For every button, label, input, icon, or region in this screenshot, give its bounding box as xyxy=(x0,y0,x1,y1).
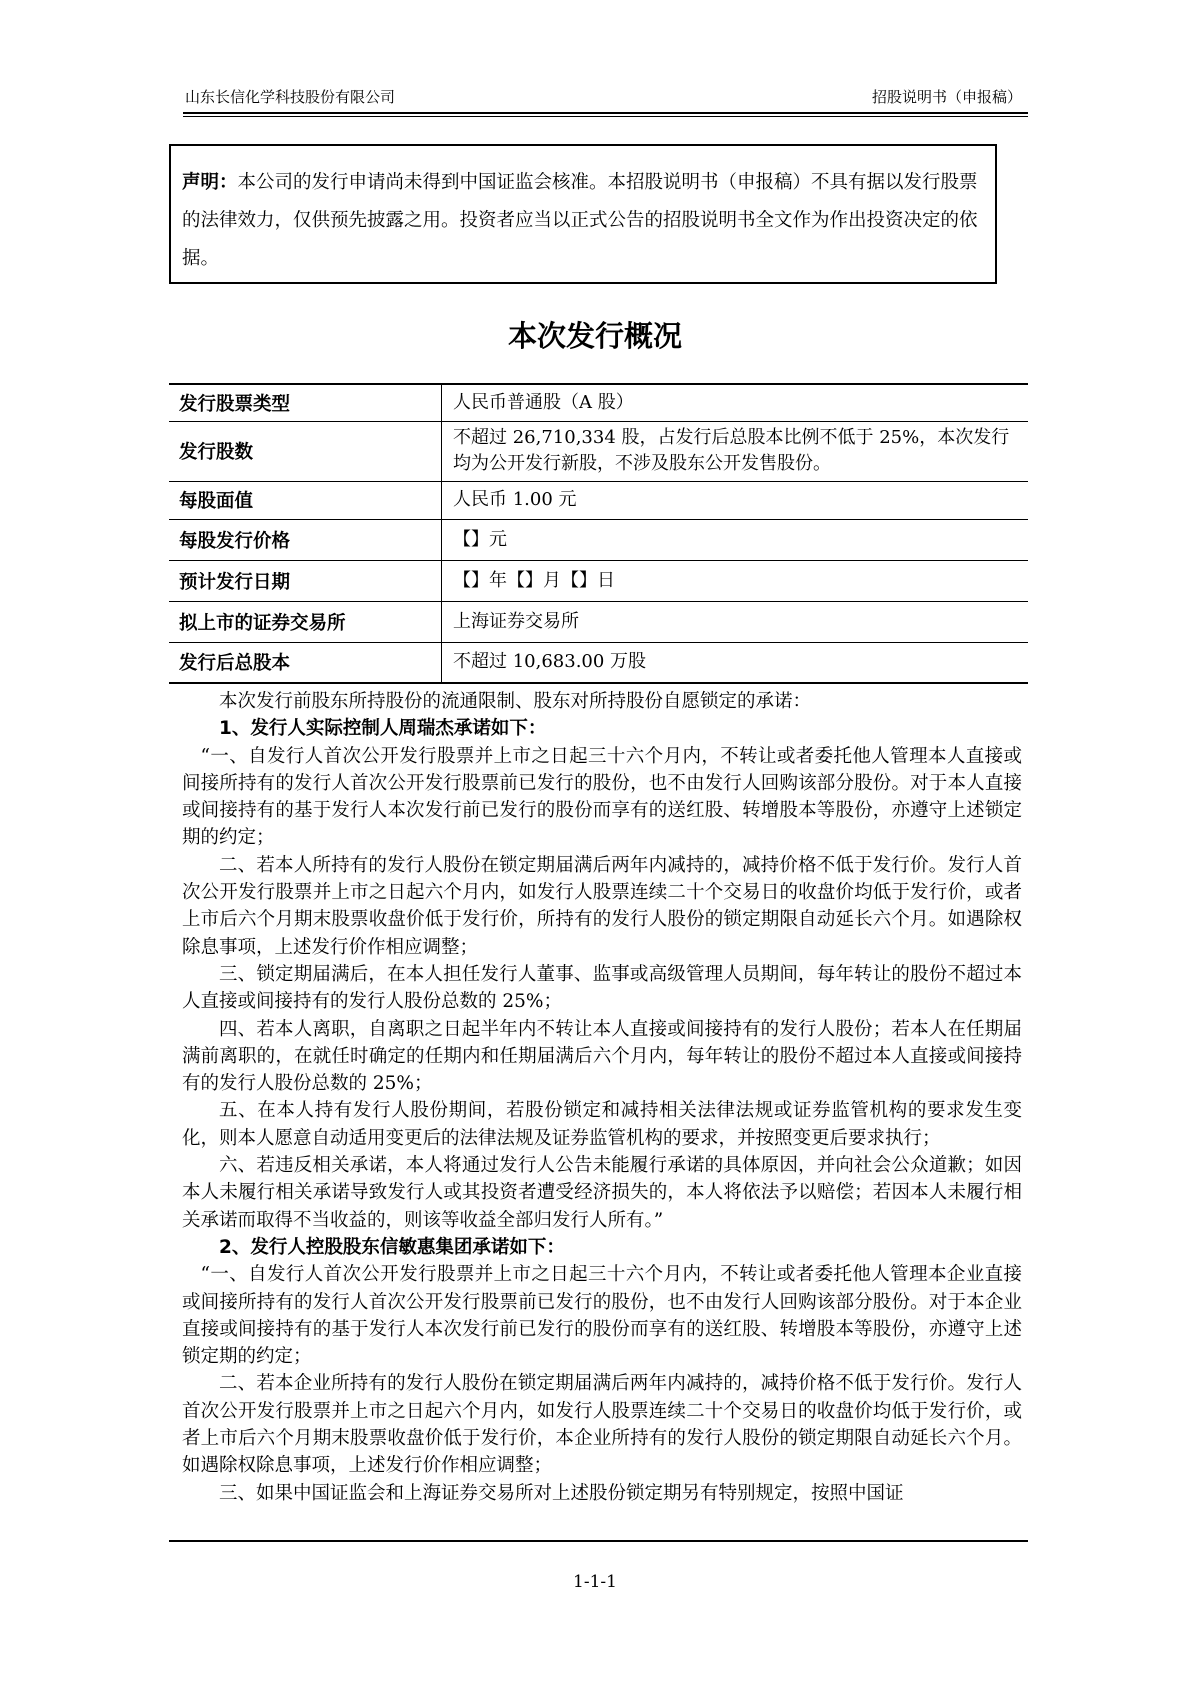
disclaimer-text: 本公司的发行申请尚未得到中国证监会核准。本招股说明书（申报稿）不具有据以发行股票的法律效力，仅供预先披露之用。投资者应当以正式公告的招股说明书全文作为作出投资决定的依据。 xyxy=(182,172,978,269)
row-key: 每股发行价格 xyxy=(169,519,442,560)
table-row xyxy=(169,642,1028,683)
row-key: 发行股票类型 xyxy=(169,384,442,421)
paragraph: 六、若违反相关承诺，本人将通过发行人公告未能履行承诺的具体原因，并向社会公众道歉；如因本人未履行相关承诺导致发行人或其投资者遭受经济损失的，本人将依法予以赔偿；若因本人未履行相关承诺而取得不当收益的，则该等收益全部归发行人所有。” xyxy=(182,1155,1022,1231)
paragraph: “一、自发行人首次公开发行股票并上市之日起三十六个月内，不转让或者委托他人管理本人直接或间接所持有的发行人首次公开发行股票前已发行的股份，也不由发行人回购该部分股份。对于本人直接或间接持有的基于发行人本次发行前已发行的股份而享有的送红股、转增股本等股份，亦遵守上述锁定期的约定； xyxy=(182,745,1022,849)
row-key: 每股面值 xyxy=(169,481,442,519)
row-value: 上海证券交易所 xyxy=(442,601,1029,642)
row-value: 【】元 xyxy=(442,519,1029,560)
row-value: 人民币普通股（A 股） xyxy=(442,384,1029,421)
page-header xyxy=(183,84,1028,114)
row-key: 发行后总股本 xyxy=(169,642,442,683)
document-type: 招股说明书（申报稿） xyxy=(871,88,1022,106)
paragraph: 二、若本企业所持有的发行人股份在锁定期届满后两年内减持的，减持价格不低于发行价。发行人首次公开发行股票并上市之日起六个月内，如发行人股票连续二十个交易日的收盘价均低于发行价，或者上市后六个月期末股票收盘价低于发行价，本企业所持有的发行人股份的锁定期限自动延长六个月。如遇除权除息事项，上述发行价作相应调整； xyxy=(182,1373,1022,1477)
disclaimer-box xyxy=(169,144,997,284)
paragraph: 四、若本人离职，自离职之日起半年内不转让本人直接或间接持有的发行人股份；若本人在任期届满前离职的，在就任时确定的任期内和任期届满后六个月内，每年转让的股份不超过本人直接或间接持有的发行人股份总数的 25%； xyxy=(182,1018,1022,1095)
page-title: 本次发行概况 xyxy=(507,319,682,353)
paragraph: 三、锁定期届满后，在本人担任发行人董事、监事或高级管理人员期间，每年转让的股份不超过本人直接或间接持有的发行人股份总数的 25%； xyxy=(182,963,1022,1013)
intro-paragraph: 本次发行前股东所持股份的流通限制、股东对所持股份自愿锁定的承诺： xyxy=(219,691,812,712)
section-heading: 1、发行人实际控制人周瑞杰承诺如下： xyxy=(219,718,547,740)
row-value: 【】年【】月【】日 xyxy=(442,560,1029,601)
row-key: 预计发行日期 xyxy=(169,560,442,601)
row-value: 不超过 26,710,334 股，占发行后总股本比例不低于 25%，本次发行均为公开发行新股，不涉及股东公开发售股份。 xyxy=(442,421,1029,481)
company-name: 山东长信化学科技股份有限公司 xyxy=(185,88,396,106)
paragraph: “一、自发行人首次公开发行股票并上市之日起三十六个月内，不转让或者委托他人管理本企业直接或间接所持有的发行人首次公开发行股票前已发行的股份，也不由发行人回购该部分股份。对于本企业直接或间接持有的基于发行人本次发行前已发行的股份而享有的送红股、转增股本等股份，亦遵守上述锁定期的约定； xyxy=(182,1264,1022,1368)
table-row xyxy=(169,421,1028,481)
table-row xyxy=(169,601,1028,642)
paragraph: 三、如果中国证监会和上海证券交易所对上述股份锁定期另有特别规定，按照中国证 xyxy=(219,1482,904,1504)
row-key: 发行股数 xyxy=(169,421,442,481)
offering-summary-table xyxy=(169,383,1028,684)
header-divider xyxy=(183,116,1028,117)
table-row xyxy=(169,384,1028,421)
table-row xyxy=(169,560,1028,601)
footer-divider xyxy=(169,1540,1028,1542)
paragraph: 二、若本人所持有的发行人股份在锁定期届满后两年内减持的，减持价格不低于发行价。发行人首次公开发行股票并上市之日起六个月内，如发行人股票连续二十个交易日的收盘价均低于发行价，或者上市后六个月期末股票收盘价低于发行价，所持有的发行人股份的锁定期限自动延长六个月。如遇除权除息事项，上述发行价作相应调整； xyxy=(182,854,1022,958)
row-value: 人民币 1.00 元 xyxy=(442,481,1029,519)
paragraph: 五、在本人持有发行人股份期间，若股份锁定和减持相关法律法规或证券监管机构的要求发生变化，则本人愿意自动适用变更后的法律法规及证券监管机构的要求，并按照变更后要求执行； xyxy=(182,1100,1022,1149)
table-row xyxy=(169,481,1028,519)
table-row xyxy=(169,519,1028,560)
row-key: 拟上市的证券交易所 xyxy=(169,601,442,642)
row-value: 不超过 10,683.00 万股 xyxy=(442,642,1029,683)
disclaimer-label: 声明： xyxy=(182,172,238,193)
lockup-commitments xyxy=(182,688,1022,1507)
page-number: 1-1-1 xyxy=(573,1572,617,1592)
section-heading: 2、发行人控股股东信敏惠集团承诺如下： xyxy=(219,1236,565,1258)
